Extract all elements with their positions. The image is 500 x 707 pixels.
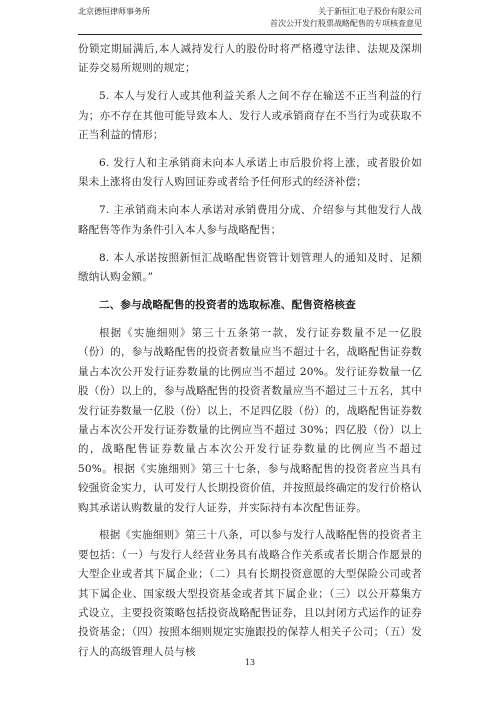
paragraph-article-35: 根据《实施细则》第三十五条第一款，发行证券数量不足一亿股（份）的，参与战略配售的投资者数量应当不超过十名，战略配售证券数量占本次公开发行证券数量的比例应当不超过 20%。发行证券数量一亿股（份）以上的，参与战略配售的投资者数量应当不超过三十五名，其中发行证券数量一亿股（份）以上，不足四亿股（份）的，战略配售证券数量占本次公开发行证券数量的比例应当不超过 30%；四亿股（份）以上的，战略配售证券数量占本次公开发行证券数量的比例应当不超过 50%。根据《实施细则》第三十七条，参与战略配售的投资者应当具有较强资金实力，认可发行人长期投资价值，并按照最终确定的发行价格认购其承诺认购数量的发行人证券，并实际持有本次配售证券。 (78, 326, 422, 514)
page-number: 13 (244, 658, 256, 667)
document-body (78, 40, 422, 671)
header-rule (78, 34, 422, 35)
paragraph-continued: 份锁定期届满后,本人减持发行人的股份时将严格遵守法律、法规及深圳证券交易所规则的规定； (78, 43, 422, 75)
paragraph-commitment-7: 7. 主承销商未向本人承诺对承销费用分成、介绍参与其他发行人战略配售等作为条件引入本人参与战略配售； (78, 204, 422, 236)
header-title-line-1: 关于新恒汇电子股份有限公司 (318, 7, 422, 16)
section-heading: 二、参与战略配售的投资者的选取标准、配售资格核查 (99, 298, 356, 311)
header-document-title (222, 6, 422, 30)
header-firm-name: 北京德恒律师事务所 (78, 7, 150, 16)
paragraph-commitment-6: 6. 发行人和主承销商未向本人承诺上市后股价将上涨，或者股价如果未上涨将由发行人购回证券或者给予任何形式的经济补偿； (78, 157, 422, 189)
paragraph-article-38: 根据《实施细则》第三十八条，可以参与发行人战略配售的投资者主要包括：（一）与发行人经营业务具有战略合作关系或者长期合作愿景的大型企业或者其下属企业；（二）具有长期投资意愿的大型保险公司或者其下属企业、国家级大型投资基金或者其下属企业；（三）以公开募集方式设立，主要投资策略包括投资战略配售证券，且以封闭方式运作的证券投资基金；（四）按照本细则规定实施跟投的保荐人相关子公司；（五）发行人的高级管理人员与核 (78, 529, 422, 658)
paragraph-commitment-8: 8. 本人承诺按照新恒汇战略配售资管计划管理人的通知及时、足额缴纳认购金额。” (78, 251, 422, 284)
header-title-line-2: 首次公开发行股票战略配售的专项核查意见 (270, 19, 422, 28)
paragraph-commitment-5: 5. 本人与发行人或其他利益关系人之间不存在输送不正当利益的行为；亦不存在其他可能导致本人、发行人或承销商存在不当行为或获取不正当利益的情形； (78, 90, 422, 142)
